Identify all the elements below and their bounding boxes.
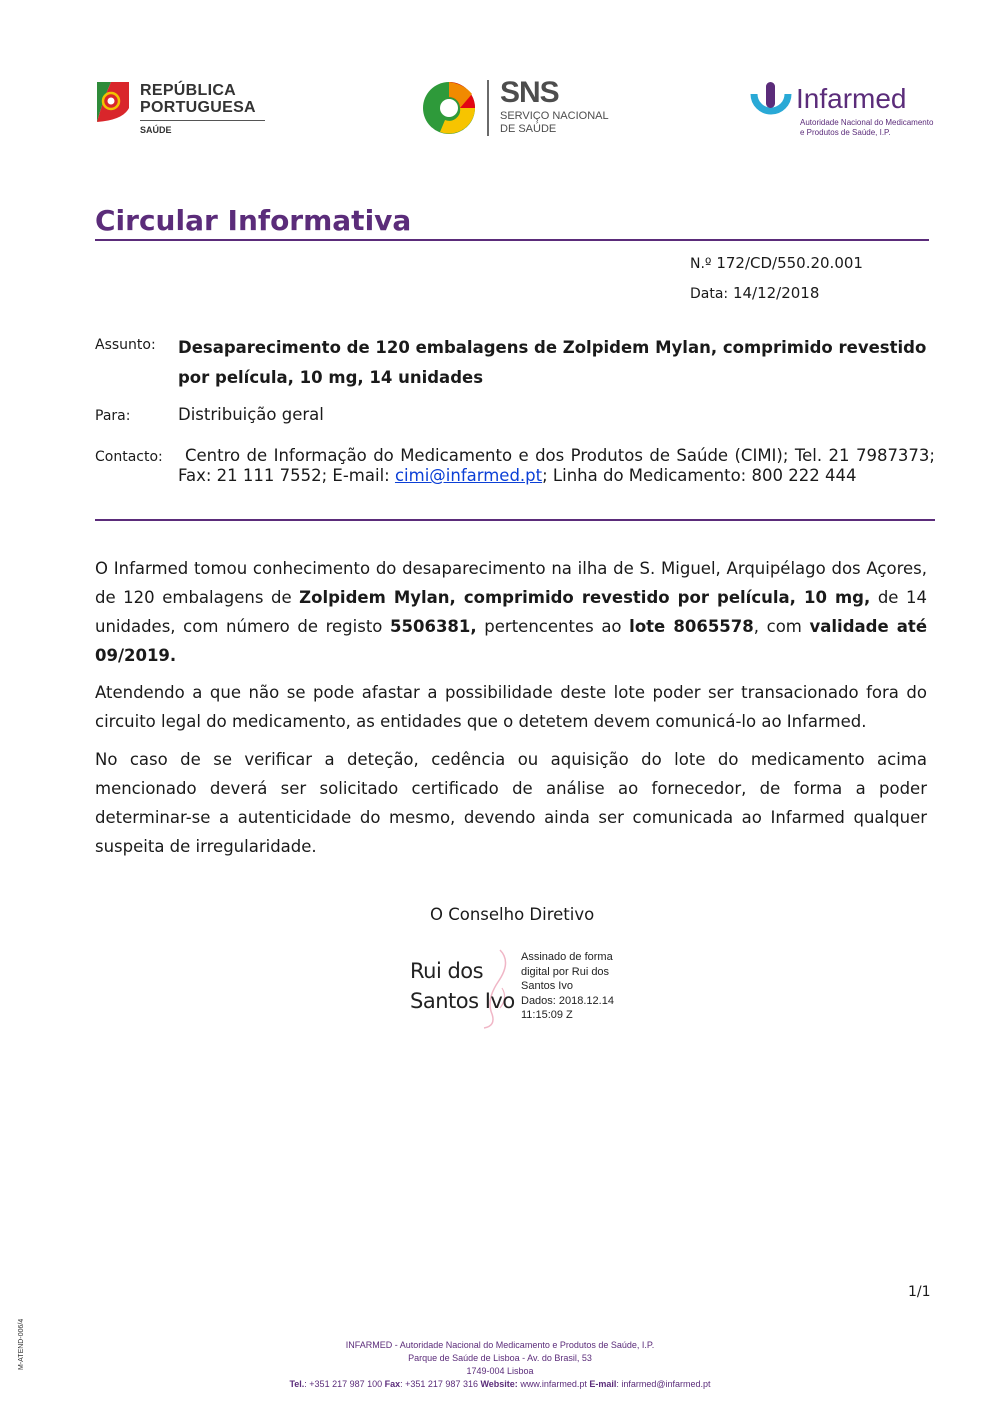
republica-divider <box>140 120 265 121</box>
infarmed-subtitle: Autoridade Nacional do Medicamento e Produtos de Saúde, I.P. <box>800 118 934 137</box>
republica-saude-label: SAÚDE <box>140 125 172 135</box>
assunto-value: Desaparecimento de 120 embalagens de Zolpidem Mylan, comprimido revestido por película, 10 mg, 14 unidades <box>178 338 927 387</box>
contact-email-link[interactable]: cimi@infarmed.pt <box>394 466 543 485</box>
contacto-value: Centro de Informação do Medicamento e dos Produtos de Saúde (CIMI); Tel. 21 7987373; Fax: 21 111 7552; E-mail: cimi@infarmed.pt; Linha do Medicamento: 800 222 444 <box>178 446 935 485</box>
body-paragraph-1: O Infarmed tomou conhecimento do desaparecimento na ilha de S. Miguel, Arquipélago dos Açores, de 120 embalagens de Zolpidem Mylan, comprimido revestido por película, 10 mg, de 14 unidades, com número de registo 5506381, pertencentes ao lote 8065578, com validade até 09/2019. <box>95 559 928 665</box>
contacto-label: Contacto: <box>95 449 163 465</box>
footer <box>200 1339 800 1391</box>
republica-portuguesa-emblem <box>95 80 131 124</box>
signature-digital-info: Assinado de forma digital por Rui dos Santos Ivo Dados: 2018.12.14 11:15:09 Z <box>521 951 614 1021</box>
republica-portuguesa-wordmark: REPÚBLICA PORTUGUESA <box>140 82 256 116</box>
document-title: Circular Informativa <box>95 204 412 237</box>
assunto-label: Assunto: <box>95 337 156 353</box>
footer-contacts: Tel.: +351 217 987 100 Fax: +351 217 987 316 Website: www.infarmed.pt E-mail: infarmed@infarmed.pt <box>289 1379 711 1389</box>
circular-number: N.º 172/CD/550.20.001 <box>690 254 863 272</box>
sns-divider <box>487 80 489 136</box>
contact-divider <box>95 519 935 521</box>
body-paragraph-2: Atendendo a que não se pode afastar a possibilidade deste lote poder ser transacionado fora do circuito legal do medicamento, as entidades que o detetem devem comunicá-lo ao Infarmed. <box>95 683 927 731</box>
title-divider <box>95 239 929 241</box>
footer-address: Parque de Saúde de Lisboa - Av. do Brasil, 53 <box>408 1353 592 1363</box>
sns-wordmark: SNS SERVIÇO NACIONAL DE SAÚDE <box>500 76 609 135</box>
infarmed-logo-icon <box>750 80 792 124</box>
circular-date: Data: 14/12/2018 <box>690 284 820 302</box>
form-code: M-ATEND-006/4 <box>18 1318 25 1370</box>
para-label: Para: <box>95 408 131 424</box>
page-number: 1/1 <box>908 1284 931 1300</box>
footer-org: INFARMED - Autoridade Nacional do Medicamento e Produtos de Saúde, I.P. <box>345 1340 655 1350</box>
infarmed-wordmark: Infarmed <box>796 83 907 114</box>
footer-postal: 1749-004 Lisboa <box>466 1366 534 1376</box>
signature-name: Rui dos Santos Ivo <box>410 959 515 1013</box>
signature-board: O Conselho Diretivo <box>430 905 595 924</box>
body-paragraph-3: No caso de se verificar a deteção, cedência ou aquisição do lote do medicamento acima mencionado deverá ser solicitado certificado de análise ao fornecedor, de forma a poder determinar-se a autenticidade do mesmo, devendo ainda ser comunicada ao Infarmed qualquer suspeita de irregularidade. <box>95 750 927 856</box>
sns-logo-icon <box>420 80 478 136</box>
para-value: Distribuição geral <box>178 405 324 424</box>
